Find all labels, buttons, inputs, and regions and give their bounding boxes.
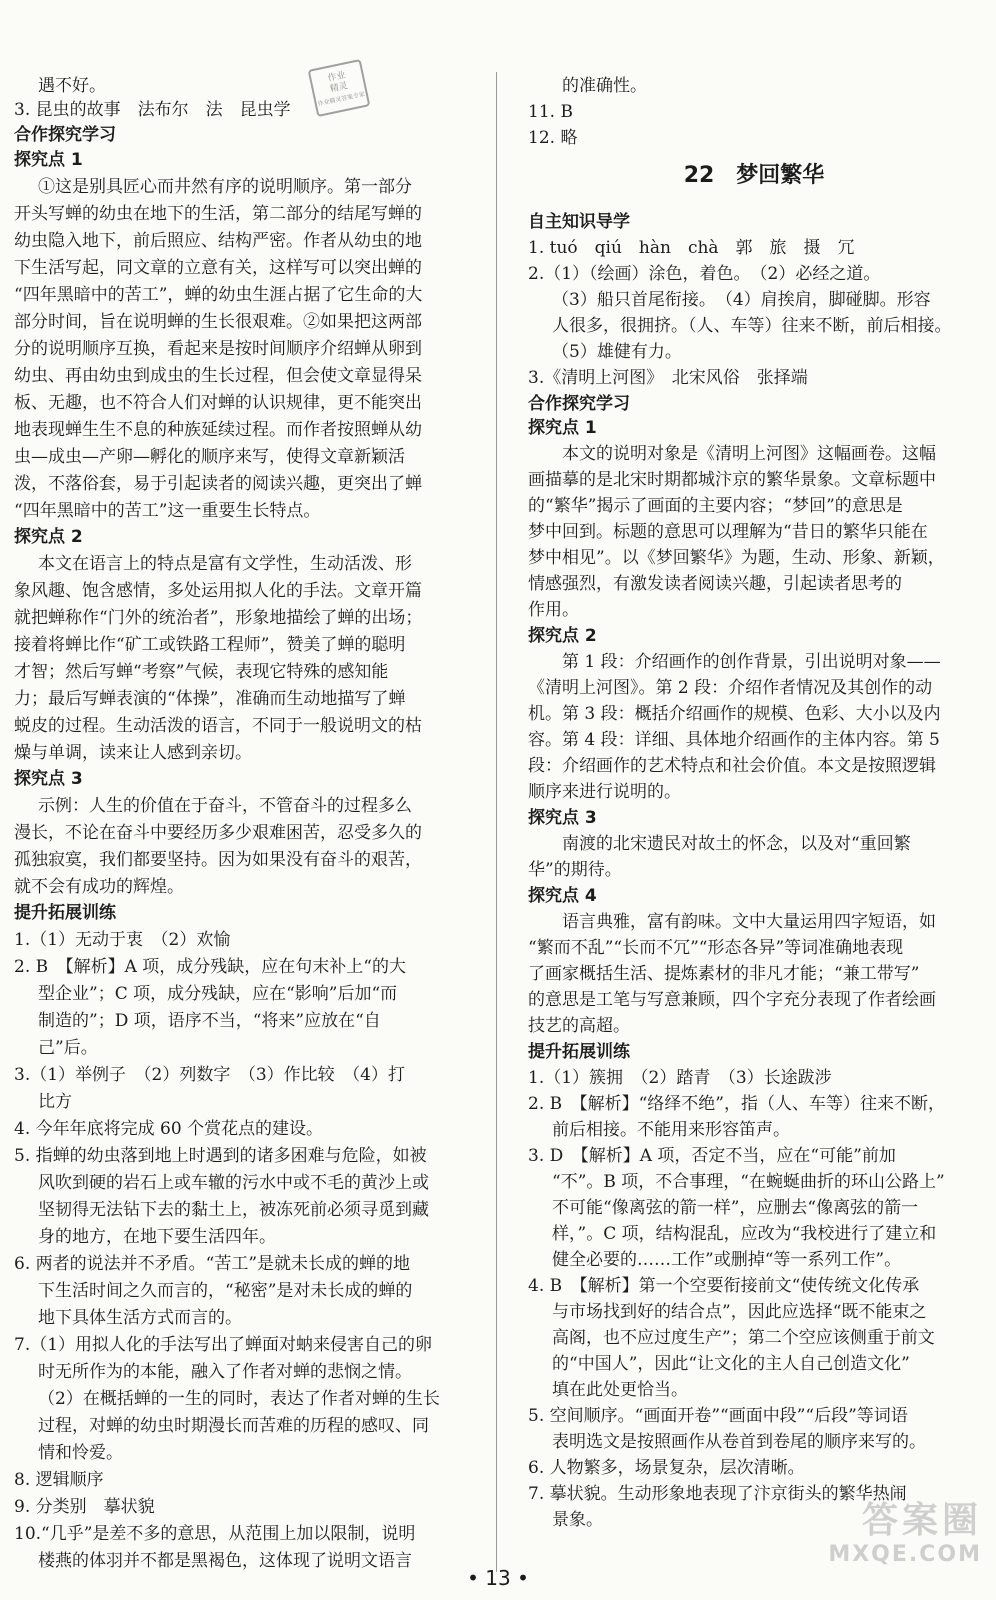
text-line: 5. 空间顺序。“画面开卷”“画面中段”“后段”等词语 bbox=[528, 1406, 908, 1426]
text-line: 本文的说明对象是《清明上河图》这幅画卷。这幅 bbox=[562, 444, 936, 464]
text-line: 虫—成虫—产卵—孵化的顺序来写，使得文章新颖活 bbox=[14, 447, 405, 467]
text-line: 地下具体生活方式而言的。 bbox=[38, 1308, 242, 1328]
text-line: 下生活写起，同文章的立意有关，这样写可以突出蝉的 bbox=[14, 258, 422, 278]
watermark-title: 答案圈 bbox=[861, 1500, 982, 1541]
text-line: “繁而不乱”“长而不冗”“形态各异”等词准确地表现 bbox=[528, 938, 904, 958]
text-line: 情和怜爱。 bbox=[38, 1443, 123, 1463]
text-line: 高阁，也不应过度生产”；第二个空应该侧重于前文 bbox=[552, 1328, 935, 1348]
text-line: 顺序来进行说明的。 bbox=[528, 782, 681, 802]
text-line: 幼虫隐入地下，前后照应、结构严密。作者从幼虫的地 bbox=[14, 231, 422, 251]
text-line: （2）在概括蝉的一生的同时，表达了作者对蝉的生长 bbox=[38, 1389, 440, 1409]
text-line: 前后相接。不能用来形容笛声。 bbox=[552, 1120, 790, 1140]
text-line: 下生活时间之久而言的，“秘密”是对未长成的蝉的 bbox=[38, 1281, 413, 1301]
text-line: 景象。 bbox=[552, 1510, 603, 1530]
text-line: 蜕皮的过程。生动活泼的语言，不同于一般说明文的枯 bbox=[14, 716, 422, 736]
text-line: 8. 逻辑顺序 bbox=[14, 1470, 104, 1490]
watermark-logo bbox=[807, 1500, 982, 1570]
text-line: 梦中相见”。以《梦回繁华》为题，生动、形象、新颖， bbox=[528, 548, 945, 568]
text-line: 容。第 4 段：详细、具体地介绍画作的主体内容。第 5 bbox=[528, 730, 940, 750]
text-line: 比方 bbox=[38, 1092, 72, 1112]
section-heading: 合作探究学习 bbox=[14, 125, 116, 145]
text-line: 1.（1）无动于衷 （2）欢愉 bbox=[14, 930, 231, 950]
text-line: 3. D 【解析】A 项，否定不当，应在“可能”前加 bbox=[528, 1146, 896, 1166]
section-heading: 提升拓展训练 bbox=[528, 1042, 630, 1062]
text-line: 机。第 3 段：概括介绍画作的规模、色彩、大小以及内 bbox=[528, 704, 941, 724]
text-line: 的意思是工笔与写意兼顾，四个字充分表现了作者绘画 bbox=[528, 990, 936, 1010]
stamp-line-2: 精灵 bbox=[329, 80, 349, 95]
text-line: （3）船只首尾衔接。 （4）肩挨肩，脚碰脚。形容 bbox=[552, 290, 931, 310]
text-line: 部分时间，旨在说明蝉的生长很艰难。②如果把这两部 bbox=[14, 312, 422, 332]
column-divider bbox=[496, 72, 497, 1572]
text-line: 5. 指蝉的幼虫落到地上时遇到的诸多困难与危险，如被 bbox=[14, 1146, 427, 1166]
text-line: 语言典雅，富有韵味。文中大量运用四字短语，如 bbox=[562, 912, 936, 932]
text-line: 4. B 【解析】第一个空要衔接前文“使传统文化传承 bbox=[528, 1276, 920, 1296]
text-line: 华”的期待。 bbox=[528, 860, 622, 880]
text-line: 遇不好。 bbox=[38, 76, 106, 96]
text-line: 就不会有成功的辉煌。 bbox=[14, 877, 184, 897]
text-line: 漫长，不论在奋斗中要经历多少艰难困苦，忍受多久的 bbox=[14, 823, 422, 843]
section-heading: 提升拓展训练 bbox=[14, 903, 116, 923]
text-line: 不可能“像离弦的箭一样”，应删去“像离弦的箭一 bbox=[552, 1198, 919, 1218]
text-line: 己”后。 bbox=[38, 1038, 98, 1058]
text-line: 情感强烈，有激发读者阅读兴趣，引起读者思考的 bbox=[528, 574, 902, 594]
text-line: 时无所作为的本能，融入了作者对蝉的悲悯之情。 bbox=[38, 1362, 412, 1382]
text-line: 3. 昆虫的故事 法布尔 法 昆虫学 bbox=[14, 100, 291, 120]
text-line: 4. 今年年底将完成 60 个赏花点的建设。 bbox=[14, 1119, 324, 1139]
section-heading: 探究点 2 bbox=[14, 527, 83, 547]
text-line: 南渡的北宋遗民对故土的怀念，以及对“重回繁 bbox=[562, 834, 911, 854]
section-heading: 探究点 2 bbox=[528, 626, 597, 646]
section-heading: 探究点 1 bbox=[14, 150, 83, 170]
text-line: 2. B 【解析】“络绎不绝”，指（人、车等）往来不断， bbox=[528, 1094, 945, 1114]
text-line: 2. B 【解析】A 项，成分残缺，应在句末补上“的大 bbox=[14, 957, 406, 977]
text-line: “不”。B 项，不合事理，“在蜿蜒曲折的环山公路上” bbox=[552, 1172, 945, 1192]
text-line: 身的地方，在地下要生活四年。 bbox=[38, 1227, 276, 1247]
text-line: 10.“几乎”是差不多的意思，从范围上加以限制，说明 bbox=[14, 1524, 416, 1544]
text-line: 画描摹的是北宋时期都城汴京的繁华景象。文章标题中 bbox=[528, 470, 936, 490]
text-line: 楼燕的体羽并不都是黑褐色，这体现了说明文语言 bbox=[38, 1551, 412, 1571]
text-line: 过程，对蝉的幼虫时期漫长而苦难的历程的感叹、同 bbox=[38, 1416, 429, 1436]
text-line: 泼，不落俗套，易于引起读者的阅读兴趣，更突出了蝉 bbox=[14, 474, 422, 494]
text-line: 接着将蝉比作“矿工或铁路工程师”，赞美了蝉的聪明 bbox=[14, 635, 406, 655]
text-line: 1.（1）簇拥 （2）踏青 （3）长途跋涉 bbox=[528, 1068, 832, 1088]
text-line: 12. 略 bbox=[528, 128, 578, 148]
text-line: 的“繁华”揭示了画面的主要内容；“梦回”的意思是 bbox=[528, 496, 903, 516]
text-line: 风吹到硬的岩石上或车辙的污水中或不毛的黄沙上或 bbox=[38, 1173, 429, 1193]
text-line: 了画家概括生活、提炼素材的非凡才能；“兼工带写” bbox=[528, 964, 920, 984]
section-heading: 探究点 4 bbox=[528, 886, 597, 906]
text-line: 3.（1）举例子 （2）列数字 （3）作比较 （4）打 bbox=[14, 1065, 405, 1085]
text-line: 幼虫、再由幼虫到成虫的生长过程，但会使文章显得呆 bbox=[14, 366, 422, 386]
text-line: 力；最后写蝉表演的“体操”，准确而生动地描写了蝉 bbox=[14, 689, 406, 709]
text-line: 地表现蝉生生不息的种族延续过程。而作者按照蝉从幼 bbox=[14, 420, 422, 440]
text-line: 与市场找到好的结合点”，因此应选择“既不能束之 bbox=[552, 1302, 927, 1322]
section-heading: 探究点 3 bbox=[528, 808, 597, 828]
text-line: 坚韧得无法钻下去的黏土上，被冻死前必须寻觅到藏 bbox=[38, 1200, 429, 1220]
text-line: 象风趣、饱含感情，多处运用拟人化的手法。文章开篇 bbox=[14, 581, 422, 601]
text-line: 本文在语言上的特点是富有文学性，生动活泼、形 bbox=[38, 554, 412, 574]
text-line: “四年黑暗中的苦工”这一重要生长特点。 bbox=[14, 501, 321, 521]
text-line: 燥与单调，读来让人感到亲切。 bbox=[14, 743, 252, 763]
text-line: 第 1 段：介绍画作的创作背景，引出说明对象—— bbox=[562, 652, 941, 672]
text-line: 11. B bbox=[528, 102, 573, 122]
text-line: 3.《清明上河图》 北宋风俗 张择端 bbox=[528, 368, 808, 388]
text-line: 填在此处更恰当。 bbox=[552, 1380, 688, 1400]
text-line: 才智；然后写蝉“考察”气候，表现它特殊的感知能 bbox=[14, 662, 389, 682]
text-line: 技艺的高超。 bbox=[528, 1016, 630, 1036]
text-line: 表明选文是按照画作从卷首到卷尾的顺序来写的。 bbox=[552, 1432, 926, 1452]
text-line: “四年黑暗中的苦工”，蝉的幼虫生涯占据了它生命的大 bbox=[14, 285, 423, 305]
stamp-line-3: 作业精灵答案专家 bbox=[317, 90, 366, 108]
section-heading: 合作探究学习 bbox=[528, 394, 630, 414]
text-line: （5）雄健有力。 bbox=[552, 342, 682, 362]
text-line: 样，”。C 项，结构混乱，应改为“我校进行了建立和 bbox=[552, 1224, 937, 1244]
text-line: 1. tuó qiú hàn chà 郭 旅 摄 冗 bbox=[528, 238, 855, 258]
text-line: 7.（1）用拟人化的手法写出了蝉面对蚋来侵害自己的卵 bbox=[14, 1335, 433, 1355]
text-line: 《清明上河图》。第 2 段：介绍作者情况及其创作的动 bbox=[528, 678, 933, 698]
text-line: 6. 人物繁多，场景复杂，层次清晰。 bbox=[528, 1458, 805, 1478]
text-line: ①这是别具匠心而井然有序的说明顺序。第一部分 bbox=[38, 177, 412, 197]
text-line: 9. 分类别 摹状貌 bbox=[14, 1497, 155, 1517]
text-line: 型企业”；C 项，成分残缺，应在“影响”后加“而 bbox=[38, 984, 398, 1004]
text-line: 板、无趣，也不符合人们对蝉的认识规律，更不能突出 bbox=[14, 393, 422, 413]
lesson-title: 22 梦回繁华 bbox=[683, 163, 825, 188]
section-heading: 自主知识导学 bbox=[528, 212, 630, 232]
text-line: 梦中回到。标题的意思可以理解为“昔日的繁华只能在 bbox=[528, 522, 928, 542]
text-line: 作用。 bbox=[528, 600, 579, 620]
text-line: 孤独寂寞，我们都要坚持。因为如果没有奋斗的艰苦， bbox=[14, 850, 422, 870]
text-line: 段：介绍画作的艺术特点和社会价值。本文是按照逻辑 bbox=[528, 756, 936, 776]
text-line: 健全必要的……工作”或删掉“等一系列工作”。 bbox=[552, 1250, 902, 1270]
text-line: 7. 摹状貌。生动形象地表现了汴京街头的繁华热闹 bbox=[528, 1484, 907, 1504]
text-line: 分的说明顺序互换，看起来是按时间顺序介绍蝉从卵到 bbox=[14, 339, 422, 359]
text-line: 就把蝉称作“门外的统治者”，形象地描绘了蝉的出场； bbox=[14, 608, 423, 628]
section-heading: 探究点 1 bbox=[528, 418, 597, 438]
page-number: • 13 • bbox=[467, 1566, 529, 1590]
stamp-line-1: 作业 bbox=[326, 69, 347, 84]
text-line: 2.（1）（绘画）涂色，着色。 （2）必经之道。 bbox=[528, 264, 881, 284]
watermark-url: MXQE.COM bbox=[828, 1542, 982, 1567]
text-line: 的“中国人”，因此“让文化的主人自己创造文化” bbox=[552, 1354, 910, 1374]
section-heading: 探究点 3 bbox=[14, 769, 83, 789]
text-line: 的准确性。 bbox=[562, 76, 647, 96]
text-line: 6. 两者的说法并不矛盾。“苦工”是就未长成的蝉的地 bbox=[14, 1254, 411, 1274]
text-line: 人很多，很拥挤。（人、车等）往来不断，前后相接。 bbox=[552, 316, 952, 336]
text-line: 示例：人生的价值在于奋斗，不管奋斗的过程多么 bbox=[38, 796, 412, 816]
text-line: 开头写蝉的幼虫在地下的生活，第二部分的结尾写蝉的 bbox=[14, 204, 422, 224]
text-line: 制造的”；D 项，语序不当，“将来”应放在“自 bbox=[38, 1011, 381, 1031]
